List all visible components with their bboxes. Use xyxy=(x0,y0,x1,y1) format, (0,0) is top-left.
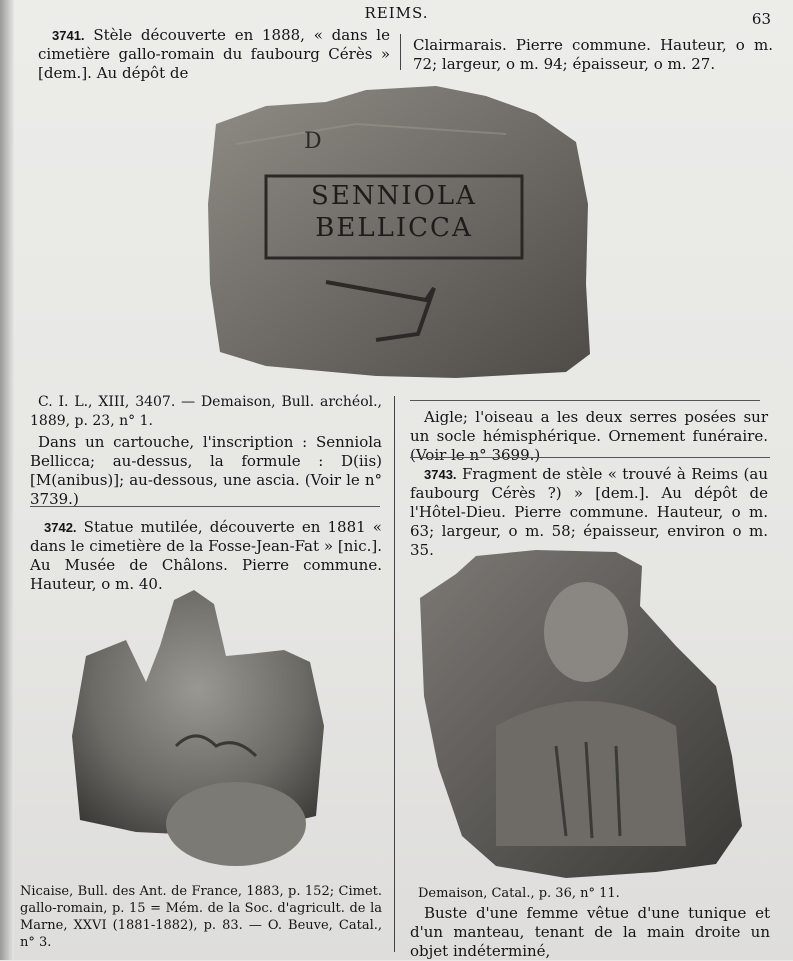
entry-text: Stèle découverte en 1888, « dans le cimetière gallo-romain du faubourg Cérès » [dem.]. Au dépôt de xyxy=(38,26,390,82)
entry-text: Statue mutilée, découverte en 1881 « dans le cimetière de la Fosse-Jean-Fat » [nic.]. Au Musée de Châlons. Pierre commune. Hauteur, o m. 40. xyxy=(30,518,382,593)
entry-separator-right xyxy=(410,457,770,458)
entry-number: 3742. xyxy=(44,520,77,535)
book-spine-shadow xyxy=(0,0,14,960)
entry-3743-description: Buste d'une femme vêtue d'une tunique et d'un manteau, tenant de la main droite un objet indéterminé, xyxy=(410,904,770,960)
entry-3742-description: Aigle; l'oiseau a les deux serres posées sur un socle hémisphérique. Ornement funéraire. (Voir le n° 3699.) xyxy=(410,408,768,464)
entry-3741-continuation: Clairmarais. Pierre commune. Hauteur, o m. 72; largeur, o m. 94; épaisseur, o m. 27. xyxy=(413,36,773,73)
column-rule-right xyxy=(410,400,760,401)
page-number: 63 xyxy=(751,10,771,28)
entry-3741-description: Dans un cartouche, l'inscription : Senniola Bellicca; au-dessus, la formule : D(iis) [M(anibus)]; au-dessous, une ascia. (Voir le n° 3739.) xyxy=(30,433,382,508)
running-title: REIMS. xyxy=(364,4,429,22)
head-relief xyxy=(544,582,628,682)
inscription-dm: D xyxy=(304,129,322,154)
female-bust-photo xyxy=(416,546,744,880)
entry-text: Fragment de stèle « trouvé à Reims (au faubourg Cérès ?) » [dem.]. Au dépôt de l'Hôtel-Dieu. Pierre commune. Hauteur, o m. 63; largeur, o m. 58; épaisseur, environ o m. 35. xyxy=(410,465,768,559)
entry-number: 3741. xyxy=(52,28,85,43)
hemispheric-base xyxy=(166,782,306,866)
entry-3743-reference: Demaison, Catal., p. 36, n° 11. xyxy=(418,886,620,901)
entry-3741-reference: C. I. L., XIII, 3407. — Demaison, Bull. archéol., 1889, p. 23, n° 1. xyxy=(30,394,382,429)
stele-3741-photo xyxy=(206,84,592,380)
inscription-line-1: SENNIOLA xyxy=(311,181,477,211)
entry-3742-reference: Nicaise, Bull. des Ant. de France, 1883, p. 152; Cimet. gallo-romain, p. 15 = Mém. de la Soc. d'agricult. de la Marne, XXVI (1881-1882), p. 83. — O. Beuve, Catal., n° 3. xyxy=(20,884,382,950)
column-divider xyxy=(394,396,395,952)
eagle-statue-photo xyxy=(66,586,328,876)
inscription-line-2: BELLICCA xyxy=(315,213,473,243)
entry-3741-intro xyxy=(38,26,390,83)
column-divider-top xyxy=(400,34,401,70)
entry-3742-intro xyxy=(30,518,382,594)
entry-number: 3743. xyxy=(424,467,457,482)
entry-separator-left xyxy=(30,506,380,507)
